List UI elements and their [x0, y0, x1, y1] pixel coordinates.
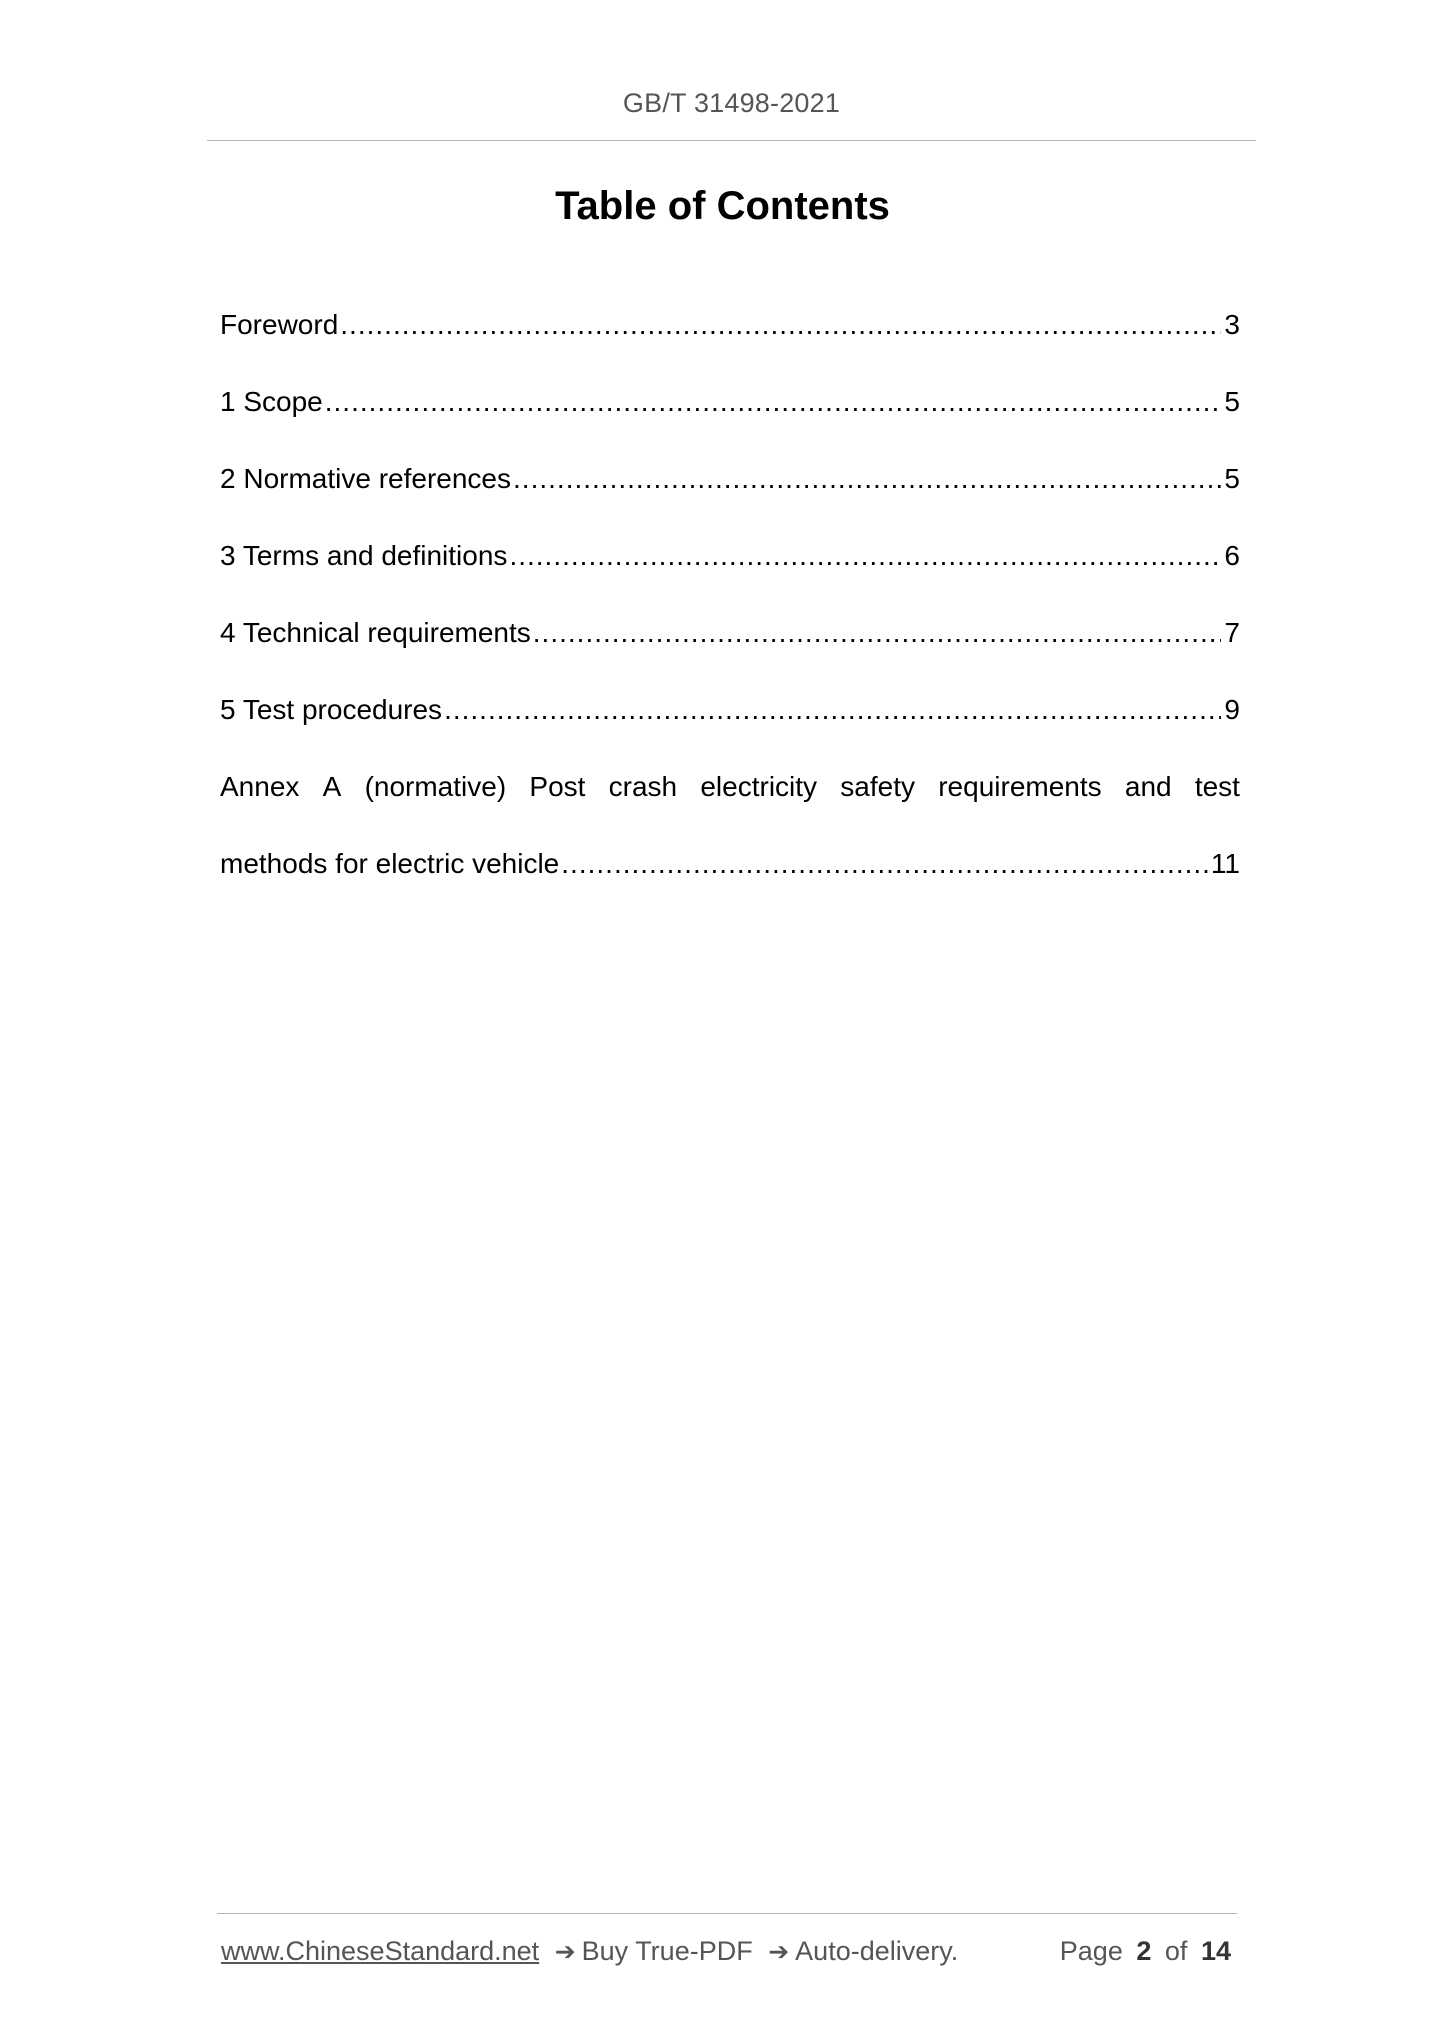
footer-promo	[221, 1936, 958, 1967]
document-code: GB/T 31498-2021	[622, 88, 841, 118]
footer-step-delivery: Auto-delivery.	[795, 1936, 959, 1966]
annex-word: electricity	[700, 771, 818, 802]
toc-entry-normative-references[interactable]	[220, 454, 1240, 531]
toc-entry-page: 6	[1224, 540, 1240, 571]
toc-entry-page: 11	[1210, 848, 1240, 879]
toc-leader-dots	[533, 608, 1222, 658]
toc-leader-dots	[325, 377, 1222, 427]
toc-entry-annex-a-line1[interactable]	[220, 762, 1240, 839]
toc-entry-terms-definitions[interactable]	[220, 531, 1240, 608]
toc-leader-dots	[561, 839, 1208, 889]
toc-entry-page: 5	[1224, 386, 1240, 417]
annex-word: Post	[529, 771, 586, 802]
toc-entry-label: Foreword	[220, 309, 339, 340]
toc-entry-label: 5 Test procedures	[220, 694, 443, 725]
page-title: Table of Contents	[555, 184, 890, 228]
toc-leader-dots	[340, 300, 1221, 350]
toc-entry-annex-a-line2[interactable]	[220, 839, 1240, 916]
toc-entry-technical-requirements[interactable]	[220, 608, 1240, 685]
toc-leader-dots	[444, 685, 1221, 735]
annex-word: and	[1124, 771, 1172, 802]
website-link[interactable]: www.ChineseStandard.net	[221, 1936, 540, 1966]
toc-entry-foreword[interactable]	[220, 300, 1240, 377]
toc-entry-page: 9	[1224, 694, 1240, 725]
toc-entry-label: 3 Terms and definitions	[220, 540, 508, 571]
annex-word: test	[1194, 771, 1240, 802]
toc-entry-page: 7	[1224, 617, 1240, 648]
page-indicator	[1060, 1936, 1231, 1967]
annex-word: safety	[840, 771, 915, 802]
annex-word: (normative)	[364, 771, 507, 802]
page-footer	[217, 1913, 1237, 1974]
annex-word: requirements	[938, 771, 1102, 802]
toc-entry-label: methods for electric vehicle	[220, 848, 560, 879]
page-current: 2	[1136, 1936, 1152, 1966]
toc-entry-page: 5	[1224, 463, 1240, 494]
footer-step-buy: Buy True-PDF	[581, 1936, 753, 1966]
toc-leader-dots	[509, 531, 1221, 581]
toc-entry-label: 4 Technical requirements	[220, 617, 531, 648]
toc-entry-label: 2 Normative references	[220, 463, 512, 494]
toc-entry-label: 1 Scope	[220, 386, 323, 417]
annex-word: crash	[608, 771, 678, 802]
annex-word: Annex	[220, 771, 300, 802]
of-word: of	[1164, 1936, 1188, 1966]
page-word: Page	[1059, 1936, 1123, 1966]
toc-entry-scope[interactable]	[220, 377, 1240, 454]
page-total: 14	[1200, 1936, 1231, 1966]
table-of-contents	[220, 300, 1240, 916]
toc-entry-test-procedures[interactable]	[220, 685, 1240, 762]
toc-entry-page: 3	[1224, 309, 1240, 340]
right-arrow-icon: ➔	[554, 1938, 576, 1966]
right-arrow-icon: ➔	[768, 1938, 790, 1966]
page-header	[207, 0, 1256, 141]
toc-leader-dots	[513, 454, 1221, 504]
annex-word: A	[322, 771, 342, 802]
